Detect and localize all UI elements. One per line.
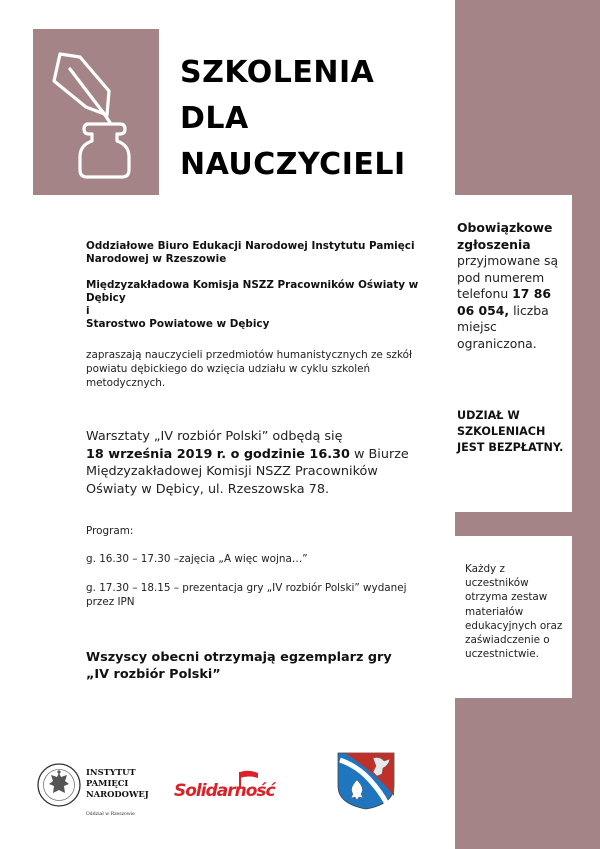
organizer-nszz: Międzyzakładowa Komisja NSZZ Pracowników Oświaty w Dębicy [86, 279, 419, 304]
organizer-conjunction: i [86, 305, 90, 317]
ipn-eagle-seal-icon [36, 762, 82, 808]
accent-band-bottom [455, 698, 600, 849]
registration-info [457, 220, 569, 352]
ipn-line: NARODOWEJ [86, 789, 149, 799]
debica-county-crest-icon [335, 752, 397, 810]
registration-text: przyjmowane są pod numerem telefonu [457, 253, 559, 301]
invitation-text: zapraszają nauczycieli przedmiotów humanistycznych ze szkół powiatu dębickiego do wzięcia udziału w cyklu szkoleń metodycznych. [86, 349, 412, 389]
ipn-name [86, 767, 149, 800]
solidarnosc-logo [174, 767, 278, 813]
materials-notice: Każdy z uczestników otrzyma zestaw materiałów edukacyjnych oraz zaświadczenie o uczestnictwie. [465, 563, 563, 661]
program-label: Program: [86, 525, 134, 537]
quill-and-inkwell-icon [33, 29, 159, 195]
organizer-group [86, 279, 426, 331]
header-icon-box [33, 29, 159, 195]
title-line: DLA [180, 101, 249, 136]
ipn-line: INSTYTUT [86, 767, 136, 777]
workshop-intro: Warsztaty „IV rozbiór Polski” odbędą się [86, 429, 343, 444]
workshop-location: w Biurze Międzyzakładowej Komisji NSZZ Pracowników Oświaty w Dębicy, ul. Rzeszowska 78. [86, 446, 409, 497]
page-title [180, 50, 406, 188]
workshop-date: 18 września 2019 r. o godzinie 16.30 [86, 446, 350, 462]
program-item: g. 16.30 – 17.30 –zajęcia „A więc wojna…” [86, 553, 308, 565]
ipn-logo [36, 762, 156, 822]
accent-band-middle [455, 512, 600, 536]
title-line: NAUCZYCIELI [180, 147, 406, 182]
gift-notice: Wszyscy obecni otrzymają egzemplarz gry „IV rozbiór Polski” [86, 650, 392, 682]
ipn-line: PAMIĘCI [86, 778, 129, 788]
phone-number: 17 86 06 054, [457, 286, 551, 318]
program-item: g. 17.30 – 18.15 – prezentacja gry „IV rozbiór Polski” wydanej przez IPN [86, 582, 407, 608]
organizer-starostwo: Starostwo Powiatowe w Dębicy [86, 318, 270, 330]
registration-limit: liczba miejsc ograniczona. [457, 302, 549, 351]
free-participation-notice: UDZIAŁ W SZKOLENIACH JEST BEZPŁATNY. [457, 409, 564, 454]
workshop-details [86, 428, 431, 498]
solidarnosc-wordmark: Solidarność [174, 781, 275, 801]
ipn-branch: Oddział w Rzeszowie [86, 812, 135, 817]
registration-heading: Obowiązkowe zgłoszenia [457, 220, 553, 252]
organizer-ipn: Oddziałowe Biuro Edukacji Narodowej Instytutu Pamięci Narodowej w Rzeszowie [86, 240, 415, 265]
title-line: SZKOLENIA [180, 55, 375, 90]
